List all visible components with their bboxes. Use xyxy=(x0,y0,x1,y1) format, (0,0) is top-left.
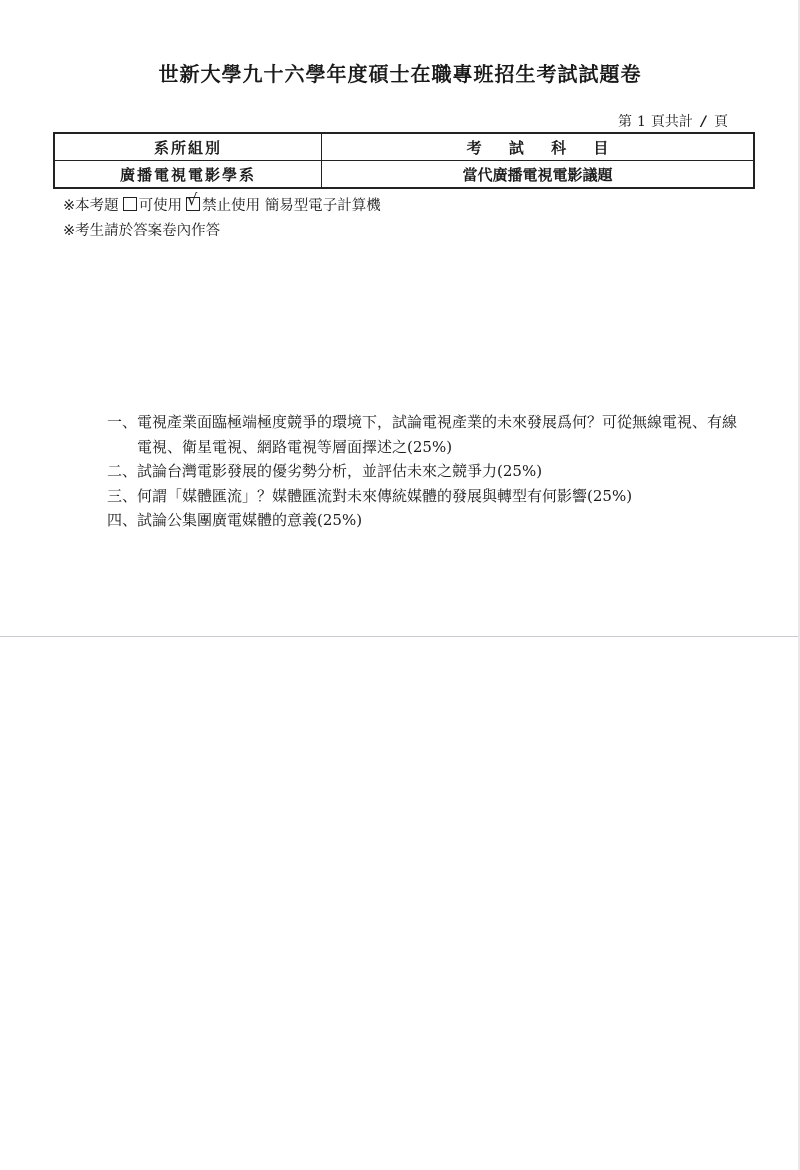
page-slash: / xyxy=(700,114,707,130)
question-text: 何謂「媒體匯流」？媒體匯流對未來傳統媒體的發展與轉型有何影響(25%) xyxy=(137,486,633,505)
forbid-label: 禁止使用 xyxy=(202,198,261,214)
question-item xyxy=(107,410,747,459)
check-icon: √ xyxy=(187,190,198,209)
page-prefix: 第 xyxy=(618,114,632,130)
calculator-note xyxy=(63,190,381,215)
question-number: 二、 xyxy=(107,462,138,480)
question-item xyxy=(107,459,747,484)
calculator-item: 簡易型電子計算機 xyxy=(264,198,381,214)
allow-checkbox xyxy=(123,197,137,211)
exam-title: 世新大學九十六學年度碩士在職專班招生考試試題卷 xyxy=(158,62,642,86)
scan-artifact-line xyxy=(0,636,800,637)
page-count xyxy=(618,111,728,131)
answer-note: ※考生請於答案卷內作答 xyxy=(63,223,221,239)
question-number: 三、 xyxy=(107,486,138,505)
page-middle: 頁共計 xyxy=(650,114,693,130)
allow-label: 可使用 xyxy=(138,198,183,214)
question-text: 試論台灣電影發展的優劣勢分析，並評估未來之競爭力(25%) xyxy=(137,462,543,480)
page-suffix: 頁 xyxy=(714,114,729,130)
dept-header: 系所組別 xyxy=(54,133,322,161)
question-item xyxy=(107,484,747,509)
forbid-checkbox xyxy=(186,190,200,211)
calc-prefix: ※本考題 xyxy=(63,198,119,214)
subject-header: 考 試 科 目 xyxy=(322,133,755,161)
question-number: 一、 xyxy=(107,413,138,431)
question-item xyxy=(107,508,747,533)
question-list xyxy=(107,410,747,533)
dept-value: 廣播電視電影學系 xyxy=(54,161,322,189)
question-text: 電視產業面臨極端極度競爭的環境下，試論電視產業的未來發展爲何？可從無線電視、有線電視、衛星電視、網路電視等層面擇述之(25%) xyxy=(137,413,738,456)
page-number: 1 xyxy=(637,114,646,130)
exam-info-table xyxy=(53,132,755,189)
subject-value: 當代廣播電視電影議題 xyxy=(322,161,755,189)
question-text: 試論公集團廣電媒體的意義(25%) xyxy=(137,511,363,529)
question-number: 四、 xyxy=(107,511,138,529)
